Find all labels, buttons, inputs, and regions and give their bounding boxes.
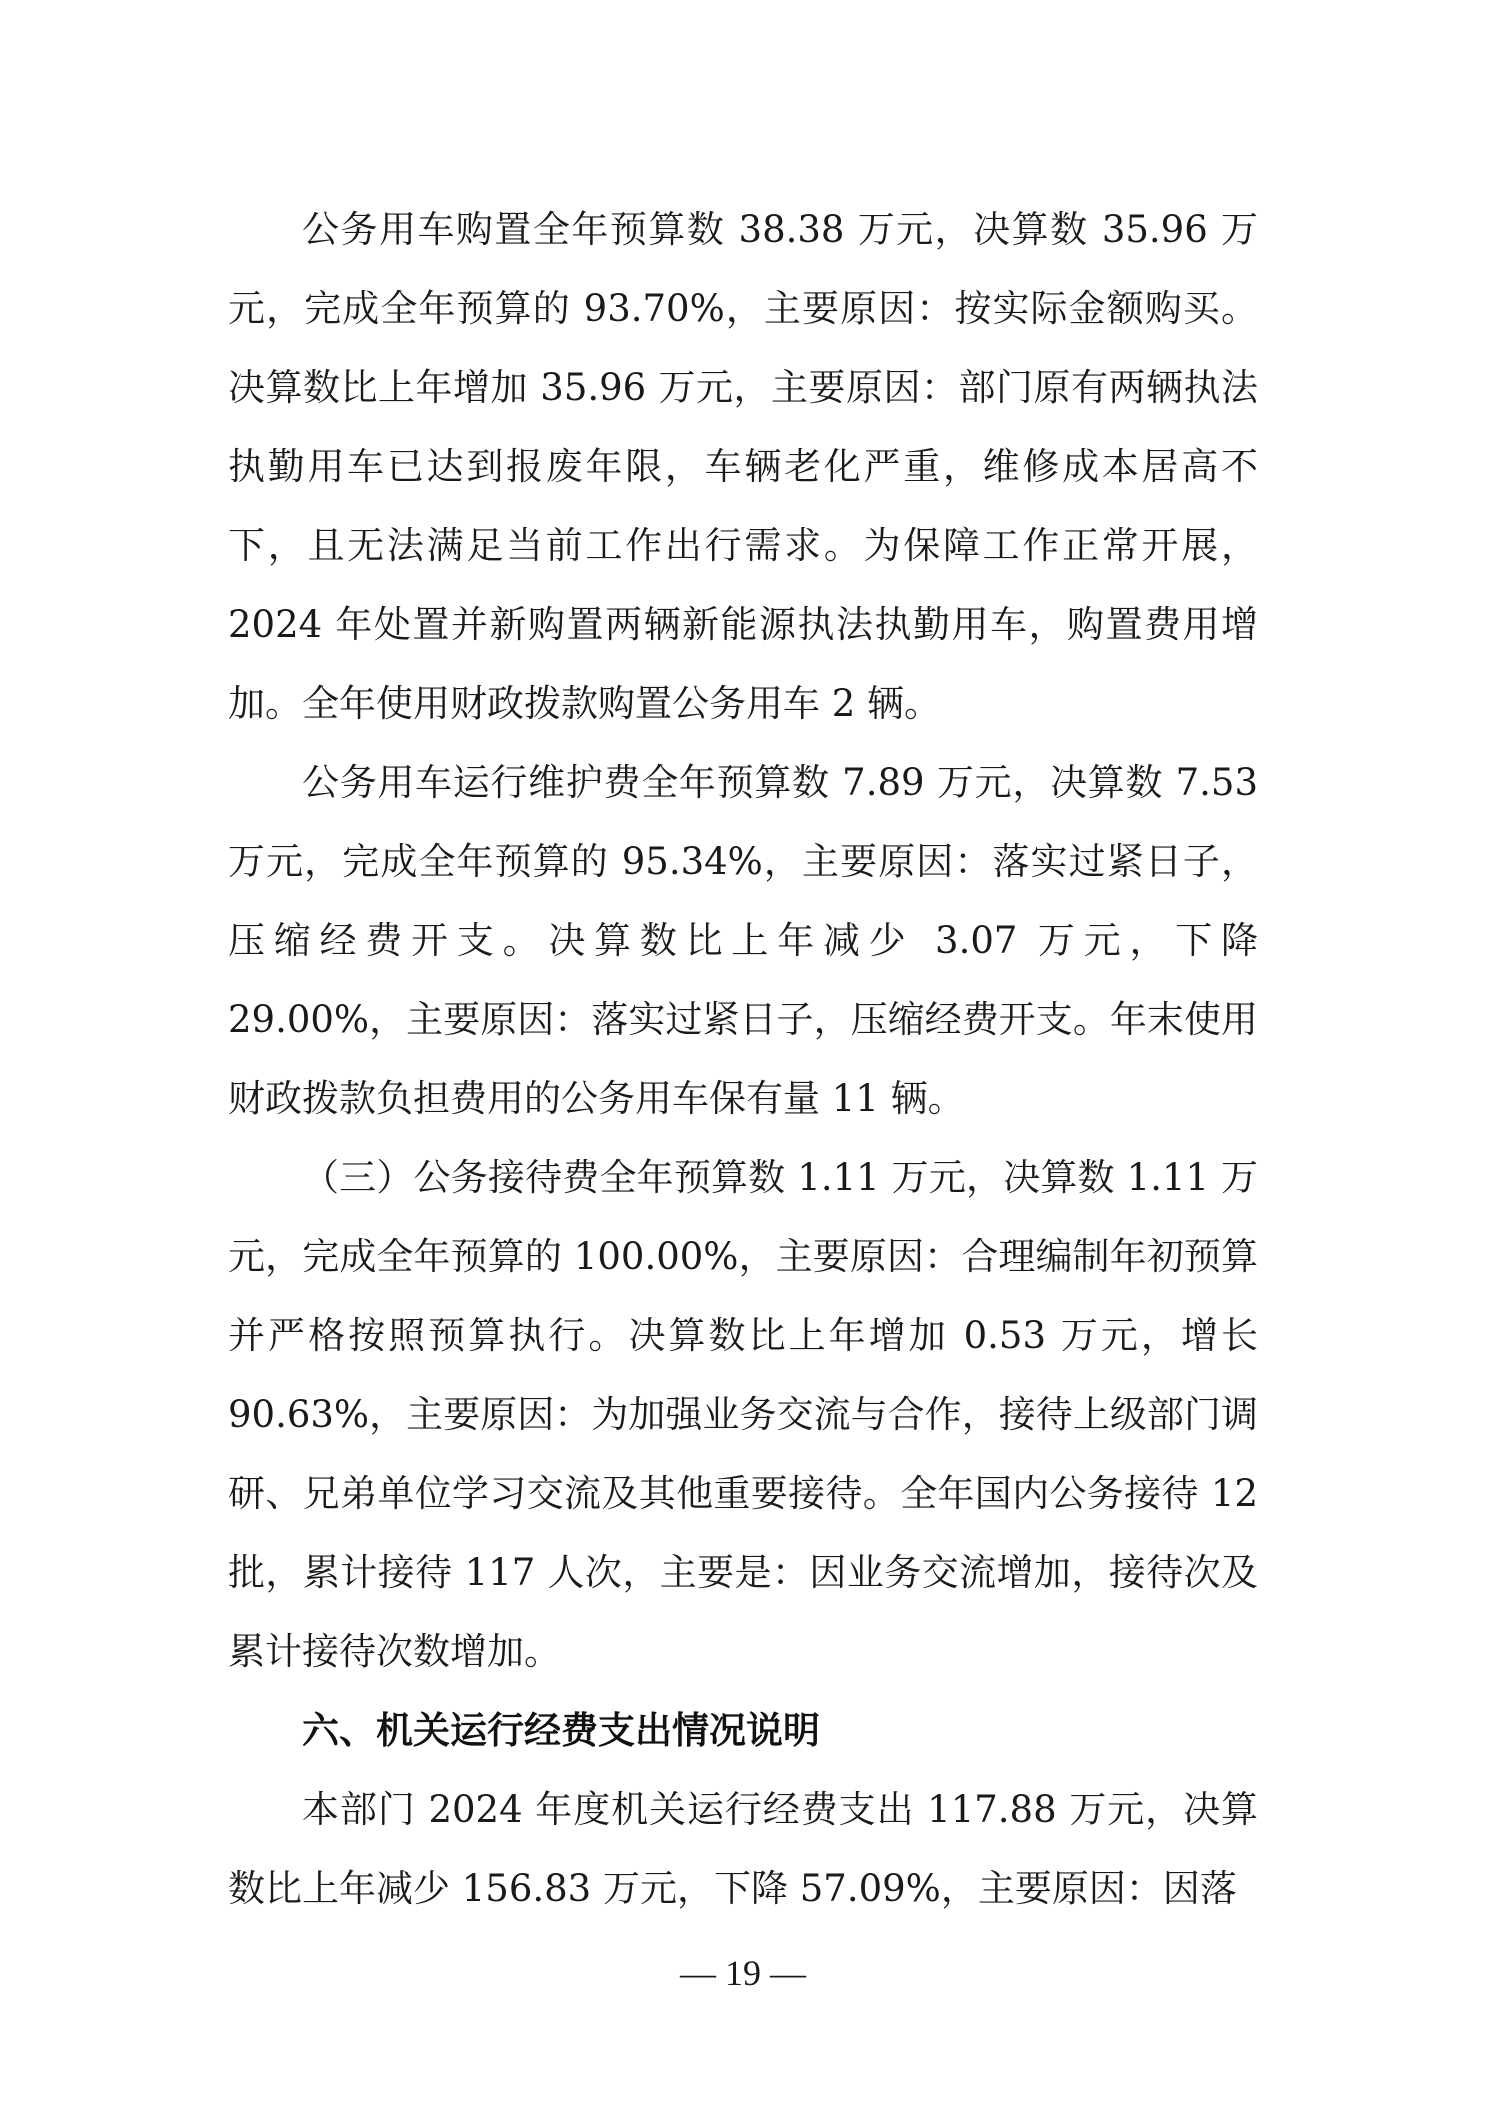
paragraph-operating-expense: 本部门 2024 年度机关运行经费支出 117.88 万元，决算数比上年减少 156.83 万元，下降 57.09%，主要原因：因落 (228, 1788, 1258, 1910)
section-heading: 六、机关运行经费支出情况说明 (302, 1709, 820, 1752)
paragraph-vehicle-purchase: 公务用车购置全年预算数 38.38 万元，决算数 35.96 万元，完成全年预算的 93.70%，主要原因：按实际金额购买。决算数比上年增加 35.96 万元，主要原因：部门原有两辆执法执勤用车已达到报废年限，车辆老化严重，维修成本居高不下，且无法满足当前工作出行需求。为保障工作正常开展，2024 年处置并新购置两辆新能源执法执勤用车，购置费用增加。全年使用财政拨款购置公务用车 2 辆。 (228, 208, 1258, 725)
paragraph-reception-expense: （三）公务接待费全年预算数 1.11 万元，决算数 1.11 万元，完成全年预算的 100.00%，主要原因：合理编制年初预算并严格按照预算执行。决算数比上年增加 0.53 万元，增长 90.63%，主要原因：为加强业务交流与合作，接待上级部门调研、兄弟单位学习交流及其他重要接待。全年国内公务接待 12 批，累计接待 117 人次，主要是：因业务交流增加，接待次及累计接待次数增加。 (228, 1156, 1258, 1673)
document-body (228, 190, 1258, 1928)
page-number: — 19 — (680, 1953, 806, 1993)
paragraph-vehicle-maintenance: 公务用车运行维护费全年预算数 7.89 万元，决算数 7.53 万元，完成全年预算的 95.34%，主要原因：落实过紧日子，压缩经费开支。决算数比上年减少 3.07 万元，下降 29.00%，主要原因：落实过紧日子，压缩经费开支。年末使用财政拨款负担费用的公务用车保有量 11 辆。 (228, 761, 1258, 1120)
